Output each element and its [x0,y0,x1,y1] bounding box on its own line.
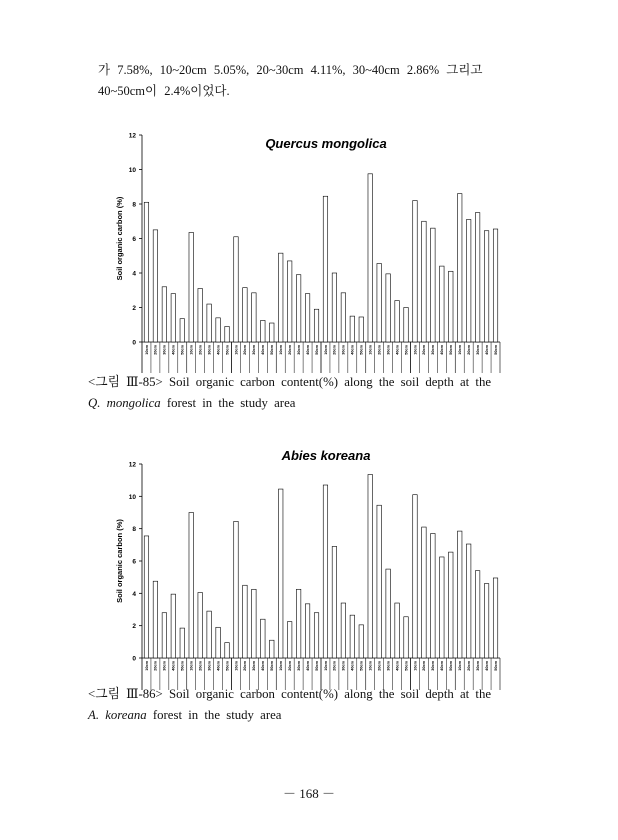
bar [278,489,282,658]
y-axis-label: Soil organic carbon (%) [115,519,124,603]
intro-paragraph [98,60,538,102]
bar [189,513,193,659]
bar [404,308,408,343]
depth-label: 40cm [305,345,310,355]
y-tick-label: 10 [128,493,136,501]
bar [153,581,157,658]
depth-label: 50cm [180,661,185,671]
depth-label: 30cm [296,661,301,671]
depth-label: 20cm [466,661,471,671]
intro-line-2: 40~50cm이 2.4%이었다. [98,84,230,98]
depth-label: 20cm [377,661,382,671]
depth-label: 50cm [359,345,364,355]
depth-label: 40cm [261,345,266,355]
depth-label: 20cm [422,661,427,671]
y-tick-label: 6 [132,558,136,566]
y-tick-label: 4 [132,590,136,598]
bar [314,613,318,658]
depth-label: 40cm [440,661,445,671]
depth-label: 20cm [198,661,203,671]
depth-label: 10cm [413,661,418,671]
depth-label: 30cm [252,661,257,671]
depth-label: 40cm [171,345,176,355]
depth-label: 40cm [261,661,266,671]
depth-label: 40cm [395,345,400,355]
depth-label: 10cm [323,345,328,355]
bar [243,585,247,658]
depth-label: 40cm [484,661,489,671]
bar [189,232,193,342]
bar [252,293,256,342]
y-tick-label: 0 [132,339,136,347]
bar [234,521,238,658]
bar [466,544,470,658]
depth-label: 30cm [252,345,257,355]
bar [395,301,399,342]
bar [341,293,345,342]
depth-label: 50cm [225,661,230,671]
bar [261,320,265,342]
bar [341,603,345,658]
bar [449,271,453,342]
bar [296,275,300,342]
depth-label: 40cm [350,661,355,671]
bar [323,196,327,342]
bar [207,304,211,342]
bar [314,309,318,342]
depth-label: 20cm [243,345,248,355]
bar [404,617,408,658]
figure-caption-86 [88,684,538,726]
depth-label: 20cm [153,345,158,355]
bar [422,221,426,342]
bar [350,316,354,342]
bar [287,261,291,342]
bar [171,594,175,658]
depth-label: 40cm [216,661,221,671]
bar [144,536,148,658]
bar [180,628,184,658]
depth-label: 20cm [153,661,158,671]
depth-label: 40cm [171,661,176,671]
caption-label: <그림 Ⅲ-85> [88,375,163,389]
caption-species: A. koreana [88,708,147,722]
bar [198,593,202,658]
bar [162,613,166,658]
chart-quercus-mongolica [0,118,618,373]
depth-label: 10cm [458,345,463,355]
caption-text: Soil organic carbon content(%) along the soil depth at the [162,375,492,389]
depth-label: 30cm [431,345,436,355]
depth-label: 20cm [287,661,292,671]
bar [377,505,381,658]
bar [431,228,435,342]
bar [359,625,363,658]
depth-label: 50cm [270,345,275,355]
depth-label: 10cm [323,661,328,671]
depth-label: 20cm [377,345,382,355]
bar [377,264,381,342]
y-tick-label: 0 [132,655,136,663]
bar [440,557,444,658]
bar [171,294,175,342]
depth-label: 30cm [341,345,346,355]
depth-label: 10cm [458,661,463,671]
bar [332,273,336,342]
depth-label: 30cm [207,345,212,355]
bar [475,571,479,658]
bar [457,531,461,658]
figure-caption-85 [88,372,538,414]
depth-label: 10cm [279,661,284,671]
depth-label: 10cm [189,661,194,671]
bar [368,174,372,342]
depth-label: 30cm [162,345,167,355]
depth-label: 20cm [422,345,427,355]
depth-label: 40cm [305,661,310,671]
bar [386,569,390,658]
bar [162,287,166,342]
page-number: － 168 － [282,786,335,801]
bar [359,317,363,342]
depth-label: 50cm [270,661,275,671]
chart-title: Quercus mongolica [265,136,387,151]
caption-tail: forest in the study area [146,708,282,722]
y-tick-label: 8 [132,526,136,534]
depth-label: 30cm [386,661,391,671]
depth-label: 20cm [466,345,471,355]
chart-title: Abies koreana [281,448,371,463]
bar [305,604,309,658]
bar [457,194,461,342]
depth-label: 50cm [404,345,409,355]
bar [261,619,265,658]
depth-label: 10cm [189,345,194,355]
y-tick-label: 4 [132,270,136,278]
depth-label: 50cm [404,661,409,671]
depth-label: 40cm [350,345,355,355]
chart-abies-koreana [0,440,618,690]
depth-label: 50cm [493,345,498,355]
bar [466,220,470,342]
depth-label: 30cm [475,345,480,355]
bar [440,266,444,342]
bar [484,231,488,342]
y-axis-label: Soil organic carbon (%) [115,196,124,281]
depth-label: 20cm [198,345,203,355]
bar [323,485,327,658]
y-tick-label: 12 [128,461,136,469]
depth-label: 10cm [144,345,149,355]
bar [234,237,238,342]
bar [449,552,453,658]
depth-label: 20cm [332,345,337,355]
bar [368,475,372,658]
bar [216,627,220,658]
depth-label: 20cm [287,345,292,355]
bar [484,584,488,658]
bar [475,213,479,342]
depth-label: 10cm [234,345,239,355]
bar [252,589,256,658]
bar [422,527,426,658]
bar [350,615,354,658]
bar [225,643,229,658]
bar [198,289,202,342]
depth-label: 40cm [484,345,489,355]
y-tick-label: 6 [132,236,136,243]
depth-label: 10cm [279,345,284,355]
bar [225,326,229,342]
bar [493,578,497,658]
bar [332,546,336,658]
bar [144,202,148,342]
depth-label: 30cm [386,345,391,355]
depth-label: 30cm [431,661,436,671]
depth-label: 10cm [368,661,373,671]
depth-label: 50cm [449,345,454,355]
bar [287,622,291,658]
bar [207,611,211,658]
bar [395,603,399,658]
y-tick-label: 2 [132,623,136,631]
bar [278,253,282,342]
depth-label: 50cm [314,345,319,355]
y-tick-label: 8 [132,201,136,209]
depth-label: 10cm [413,345,418,355]
caption-tail: forest in the study area [160,396,296,410]
bar [431,534,435,658]
depth-label: 10cm [368,345,373,355]
depth-label: 50cm [359,661,364,671]
bar [270,323,274,342]
depth-label: 30cm [341,661,346,671]
depth-label: 50cm [225,345,230,355]
depth-label: 30cm [296,345,301,355]
bar [243,288,247,342]
caption-label: <그림 Ⅲ-86> [88,687,163,701]
depth-label: 40cm [395,661,400,671]
depth-label: 40cm [216,345,221,355]
intro-line-1: 가 7.58%, 10~20cm 5.05%, 20~30cm 4.11%, 30~40cm 2.86% 그리고 [98,63,483,77]
y-tick-label: 10 [128,167,136,174]
y-tick-label: 2 [132,305,136,312]
depth-label: 30cm [162,661,167,671]
depth-label: 10cm [234,661,239,671]
bar [413,495,417,658]
bar [153,230,157,342]
depth-label: 50cm [493,661,498,671]
depth-label: 10cm [144,661,149,671]
depth-label: 30cm [475,661,480,671]
bar [270,640,274,658]
depth-label: 50cm [180,345,185,355]
depth-label: 20cm [243,661,248,671]
bar [386,274,390,342]
bar [493,229,497,342]
depth-label: 50cm [449,661,454,671]
bar [180,319,184,342]
bar [413,201,417,342]
bar [216,318,220,342]
depth-label: 50cm [314,661,319,671]
depth-label: 20cm [332,661,337,671]
y-tick-label: 12 [128,132,136,140]
caption-species: Q. mongolica [88,396,161,410]
caption-text: Soil organic carbon content(%) along the soil depth at the [162,687,492,701]
depth-label: 30cm [207,661,212,671]
depth-label: 40cm [440,345,445,355]
bar [296,589,300,658]
bar [305,294,309,342]
